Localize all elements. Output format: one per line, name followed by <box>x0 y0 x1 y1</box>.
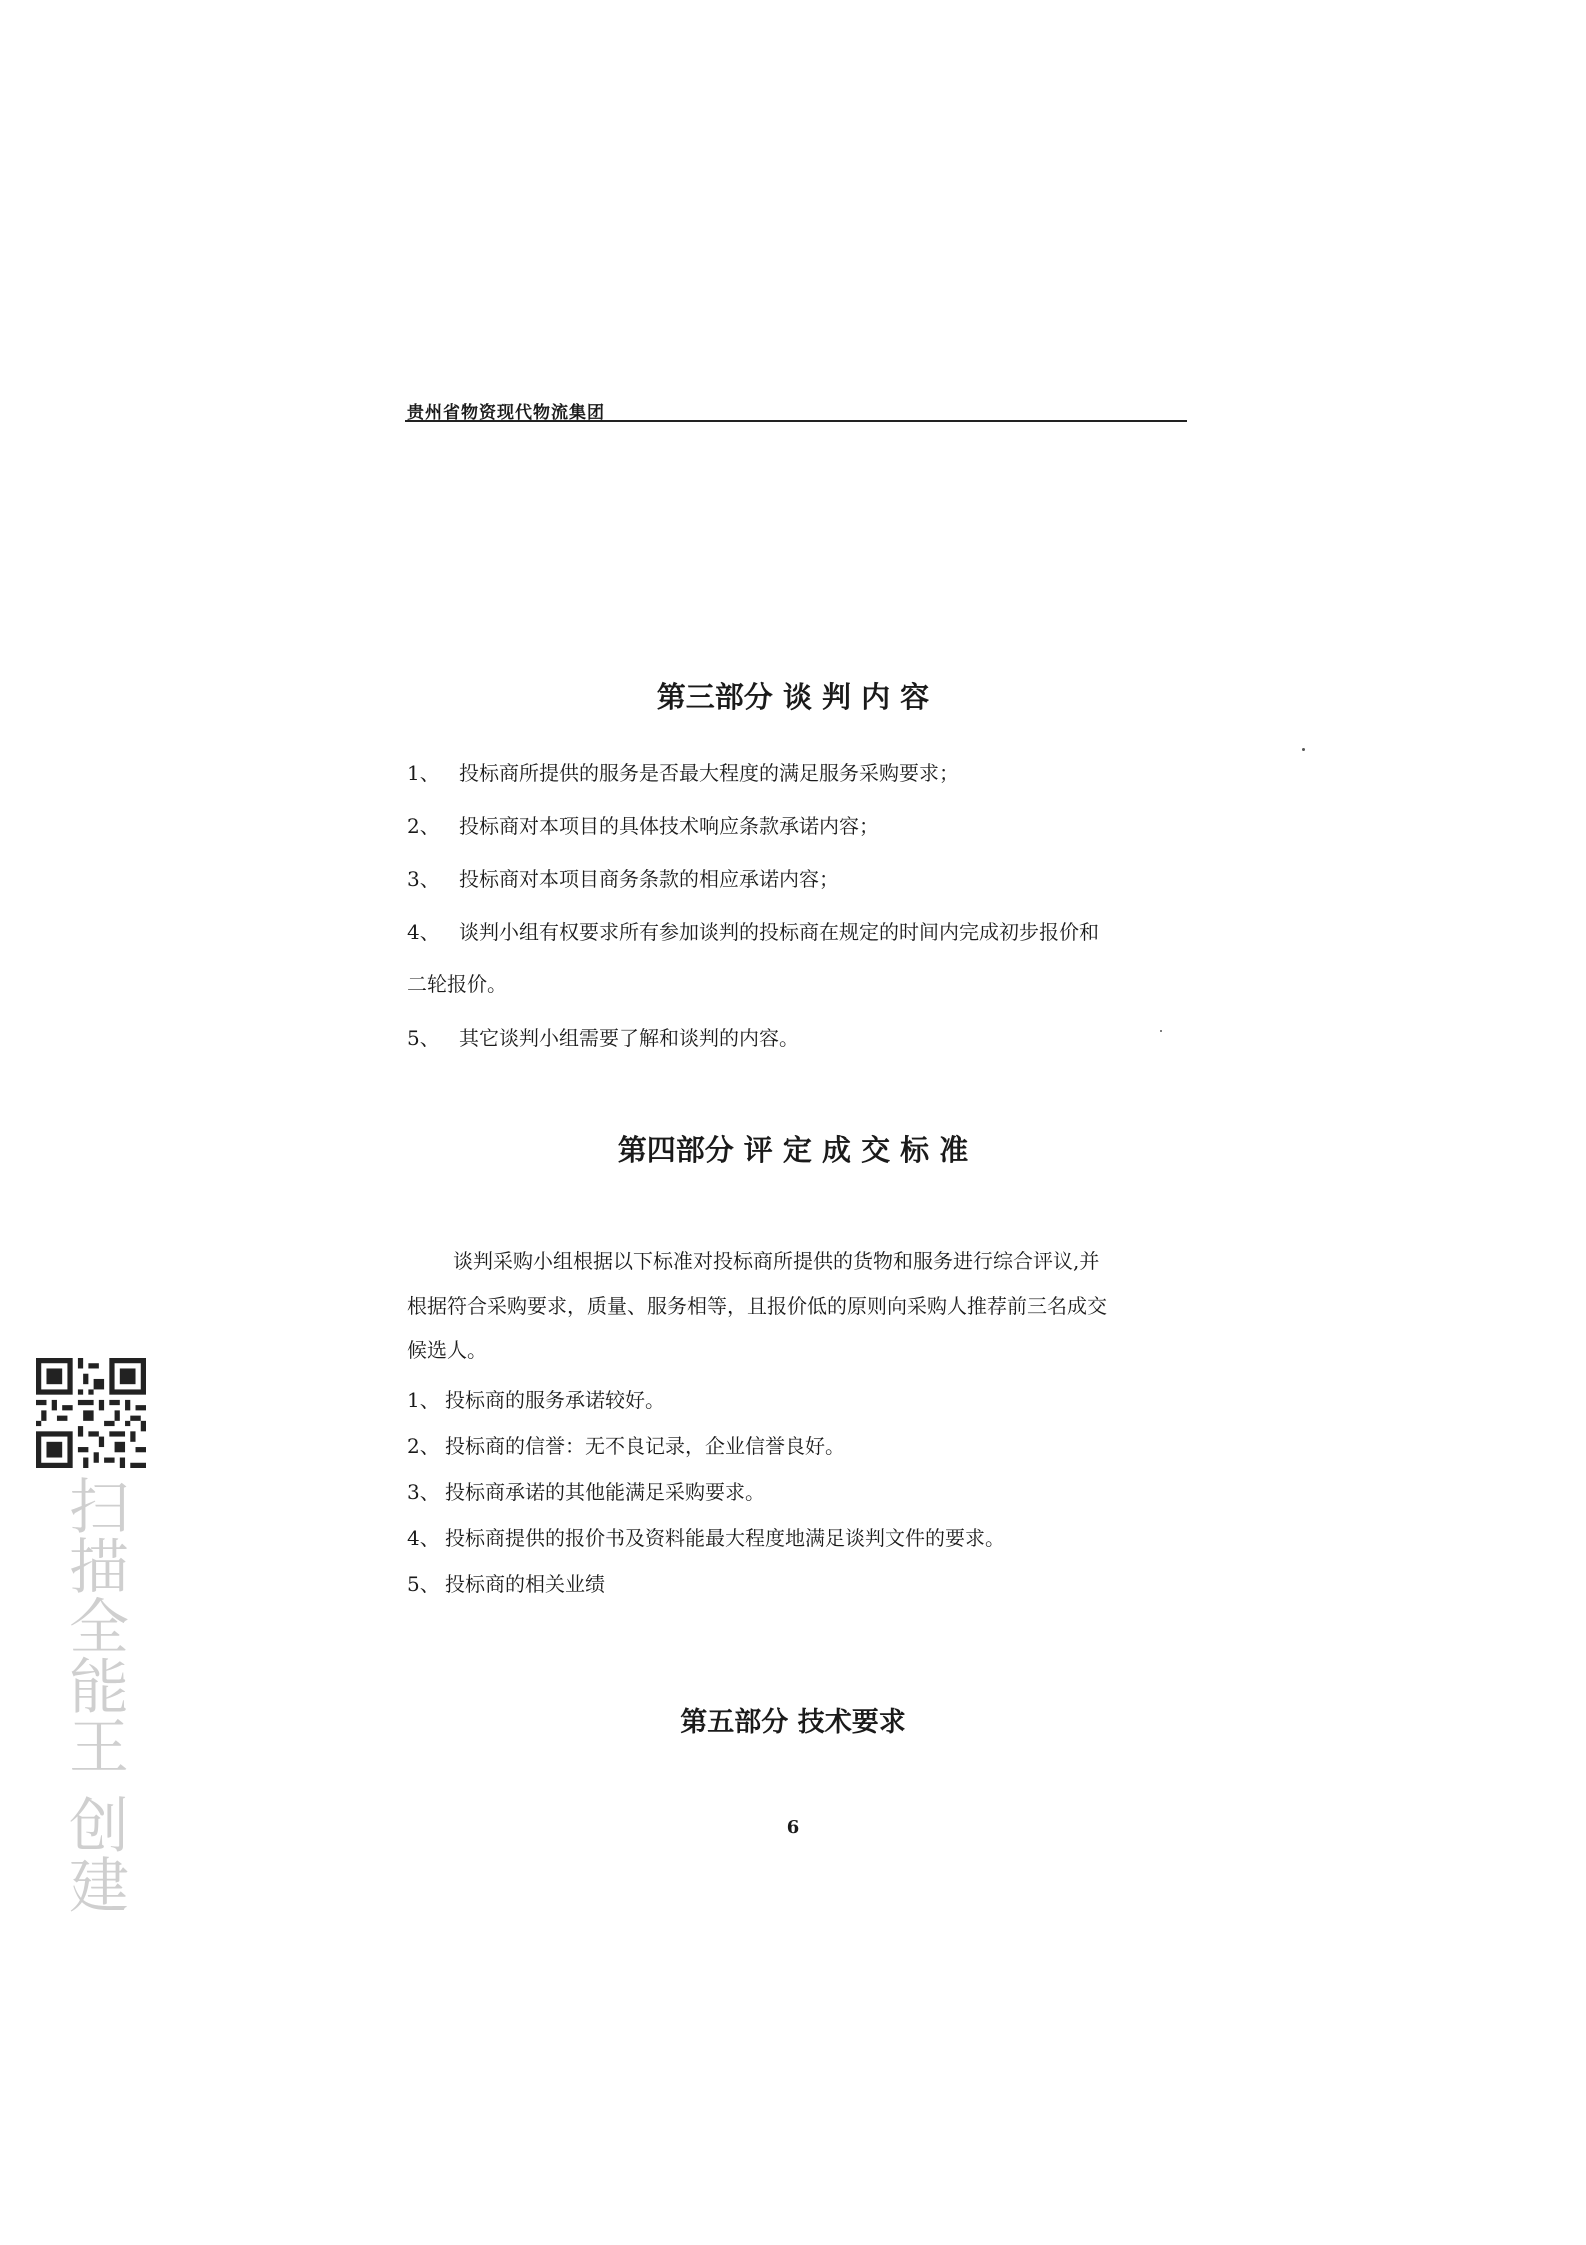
section4-item-1 <box>407 1384 665 1413</box>
section3-title: 第三部分 谈 判 内 容 <box>656 680 930 714</box>
section4-title: 第四部分 评 定 成 交 标 准 <box>617 1133 969 1167</box>
item-text: 谈判小组有权要求所有参加谈判的投标商在规定的时间内完成初步报价和 <box>459 920 1099 944</box>
section4-item-4 <box>407 1522 1005 1551</box>
section4-intro-line-3: 候选人。 <box>407 1338 487 1362</box>
section3-item-1 <box>407 757 959 786</box>
item-number: 4、 <box>407 920 440 944</box>
item-text: 投标商提供的报价书及资料能最大程度地满足谈判文件的要求。 <box>445 1526 1005 1550</box>
item-number: 5、 <box>407 1026 440 1050</box>
item-number: 2、 <box>407 814 440 838</box>
page-number: 6 <box>786 1817 800 1838</box>
item-number: 4、 <box>407 1526 440 1550</box>
scanner-watermark-text: 扫描全能王 创建 <box>59 1475 129 1915</box>
section4-item-5 <box>407 1568 605 1597</box>
item-text: 投标商承诺的其他能满足采购要求。 <box>445 1480 765 1504</box>
item-number: 2、 <box>407 1434 440 1458</box>
section4-intro-line-1: 谈判采购小组根据以下标准对投标商所提供的货物和服务进行综合评议,并 <box>453 1249 1100 1273</box>
header-org-name: 贵州省物资现代物流集团 <box>407 403 605 423</box>
item-number: 3、 <box>407 1480 440 1504</box>
scan-speck <box>1160 1030 1162 1032</box>
header-rule <box>405 420 1187 422</box>
item-number: 5、 <box>407 1572 440 1596</box>
section3-item-3 <box>407 863 839 892</box>
item-text: 投标商的相关业绩 <box>445 1572 605 1596</box>
item-number: 1、 <box>407 761 440 785</box>
section4-item-3 <box>407 1476 765 1505</box>
section3-item-5 <box>407 1022 799 1051</box>
scan-speck <box>1302 748 1305 751</box>
item-number: 3、 <box>407 867 440 891</box>
section3-item-4-continuation: 二轮报价。 <box>407 972 507 996</box>
item-text: 投标商的信誉：无不良记录，企业信誉良好。 <box>445 1434 845 1458</box>
item-text: 投标商对本项目商务条款的相应承诺内容； <box>459 867 839 891</box>
item-text: 其它谈判小组需要了解和谈判的内容。 <box>459 1026 799 1050</box>
section3-item-2 <box>407 810 879 839</box>
item-text: 投标商的服务承诺较好。 <box>445 1388 665 1412</box>
section4-intro-line-2: 根据符合采购要求，质量、服务相等，且报价低的原则向采购人推荐前三名成交 <box>407 1294 1107 1318</box>
section3-item-4 <box>407 916 1099 945</box>
item-number: 1、 <box>407 1388 440 1412</box>
qr-code-icon <box>36 1358 146 1468</box>
section4-item-2 <box>407 1430 845 1459</box>
section5-title: 第五部分 技术要求 <box>680 1707 906 1738</box>
item-text: 投标商所提供的服务是否最大程度的满足服务采购要求； <box>459 761 959 785</box>
item-text: 投标商对本项目的具体技术响应条款承诺内容； <box>459 814 879 838</box>
